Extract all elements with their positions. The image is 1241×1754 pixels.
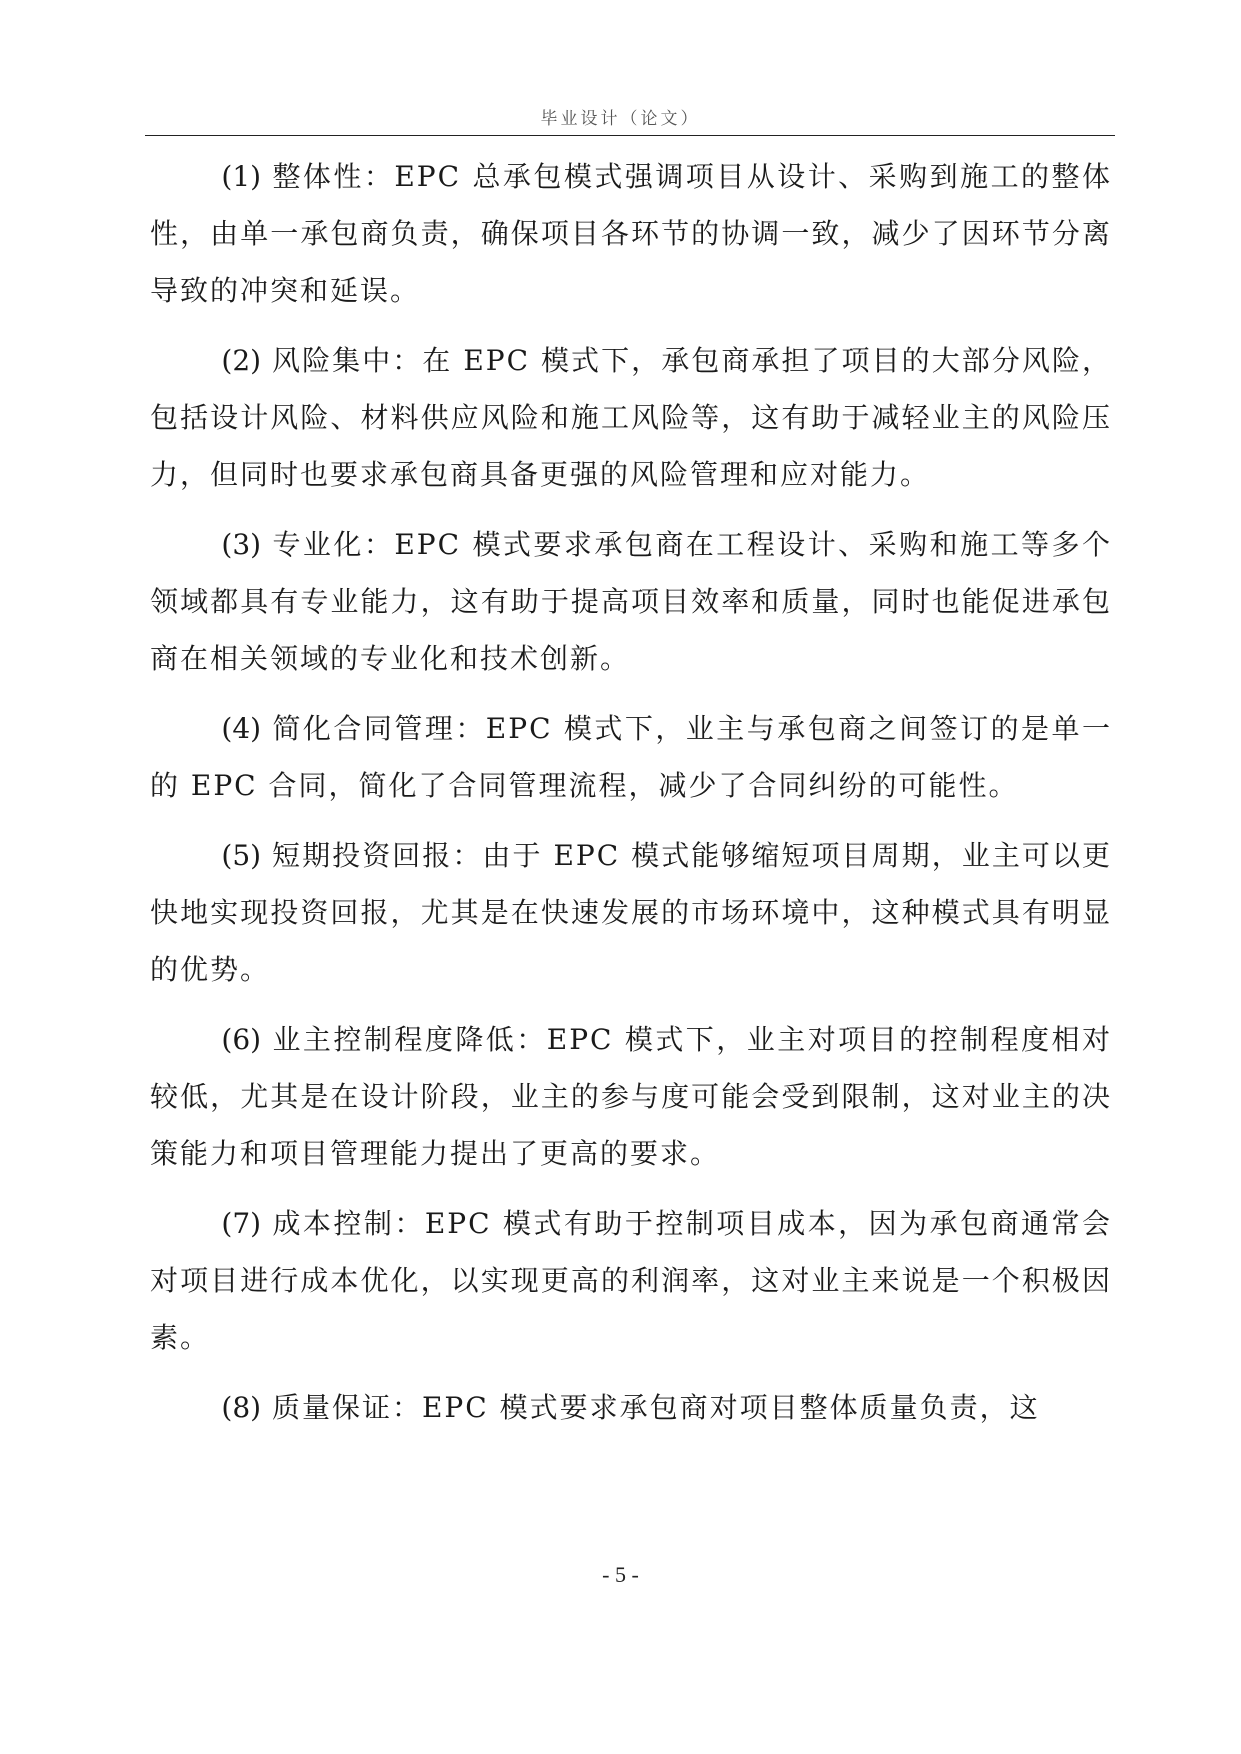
paragraph-number: (5) — [221, 839, 262, 872]
paragraph-number: (4) — [221, 712, 262, 745]
paragraph-text: 成本控制：EPC 模式有助于控制项目成本，因为承包商通常会对项目进行成本优化，以实现更高的利润率，这对业主来说是一个积极因素。 — [150, 1207, 1113, 1354]
paragraph-text: 专业化：EPC 模式要求承包商在工程设计、采购和施工等多个领域都具有专业能力，这有助于提高项目效率和质量，同时也能促进承包商在相关领域的专业化和技术创新。 — [150, 528, 1113, 675]
paragraph-text: 整体性：EPC 总承包模式强调项目从设计、采购到施工的整体性，由单一承包商负责，确保项目各环节的协调一致，减少了因环节分离导致的冲突和延误。 — [150, 160, 1113, 307]
paragraph-2 — [150, 332, 1112, 503]
paragraph-6 — [150, 1011, 1112, 1182]
paragraph-text: 业主控制程度降低：EPC 模式下，业主对项目的控制程度相对较低，尤其是在设计阶段，业主的参与度可能会受到限制，这对业主的决策能力和项目管理能力提出了更高的要求。 — [150, 1023, 1113, 1170]
paragraph-text: 风险集中：在 EPC 模式下，承包商承担了项目的大部分风险，包括设计风险、材料供应风险和施工风险等，这有助于减轻业主的风险压力，但同时也要求承包商具备更强的风险管理和应对能力。 — [150, 344, 1112, 491]
paragraph-3 — [150, 516, 1112, 687]
paragraph-number: (8) — [221, 1391, 262, 1424]
paragraph-4 — [150, 700, 1112, 814]
paragraph-number: (7) — [221, 1207, 262, 1240]
paragraph-number: (3) — [221, 528, 262, 561]
page-number: - 5 - — [602, 1562, 639, 1587]
paragraph-7 — [150, 1195, 1112, 1366]
paragraph-text: 简化合同管理：EPC 模式下，业主与承包商之间签订的是单一的 EPC 合同，简化了合同管理流程，减少了合同纠纷的可能性。 — [150, 712, 1113, 802]
paragraph-8 — [150, 1379, 1112, 1436]
header-divider — [145, 135, 1115, 136]
paragraph-number: (6) — [221, 1023, 262, 1056]
paragraph-5 — [150, 827, 1112, 998]
paragraph-number: (2) — [221, 344, 262, 377]
paragraph-number: (1) — [221, 160, 262, 193]
paragraph-text: 短期投资回报：由于 EPC 模式能够缩短项目周期，业主可以更快地实现投资回报，尤其是在快速发展的市场环境中，这种模式具有明显的优势。 — [150, 839, 1112, 986]
body-text — [150, 148, 1112, 1449]
paragraph-text: 质量保证：EPC 模式要求承包商对项目整体质量负责，这 — [271, 1391, 1040, 1424]
paragraph-1 — [150, 148, 1112, 319]
page-header-title: 毕业设计（论文） — [540, 109, 701, 129]
